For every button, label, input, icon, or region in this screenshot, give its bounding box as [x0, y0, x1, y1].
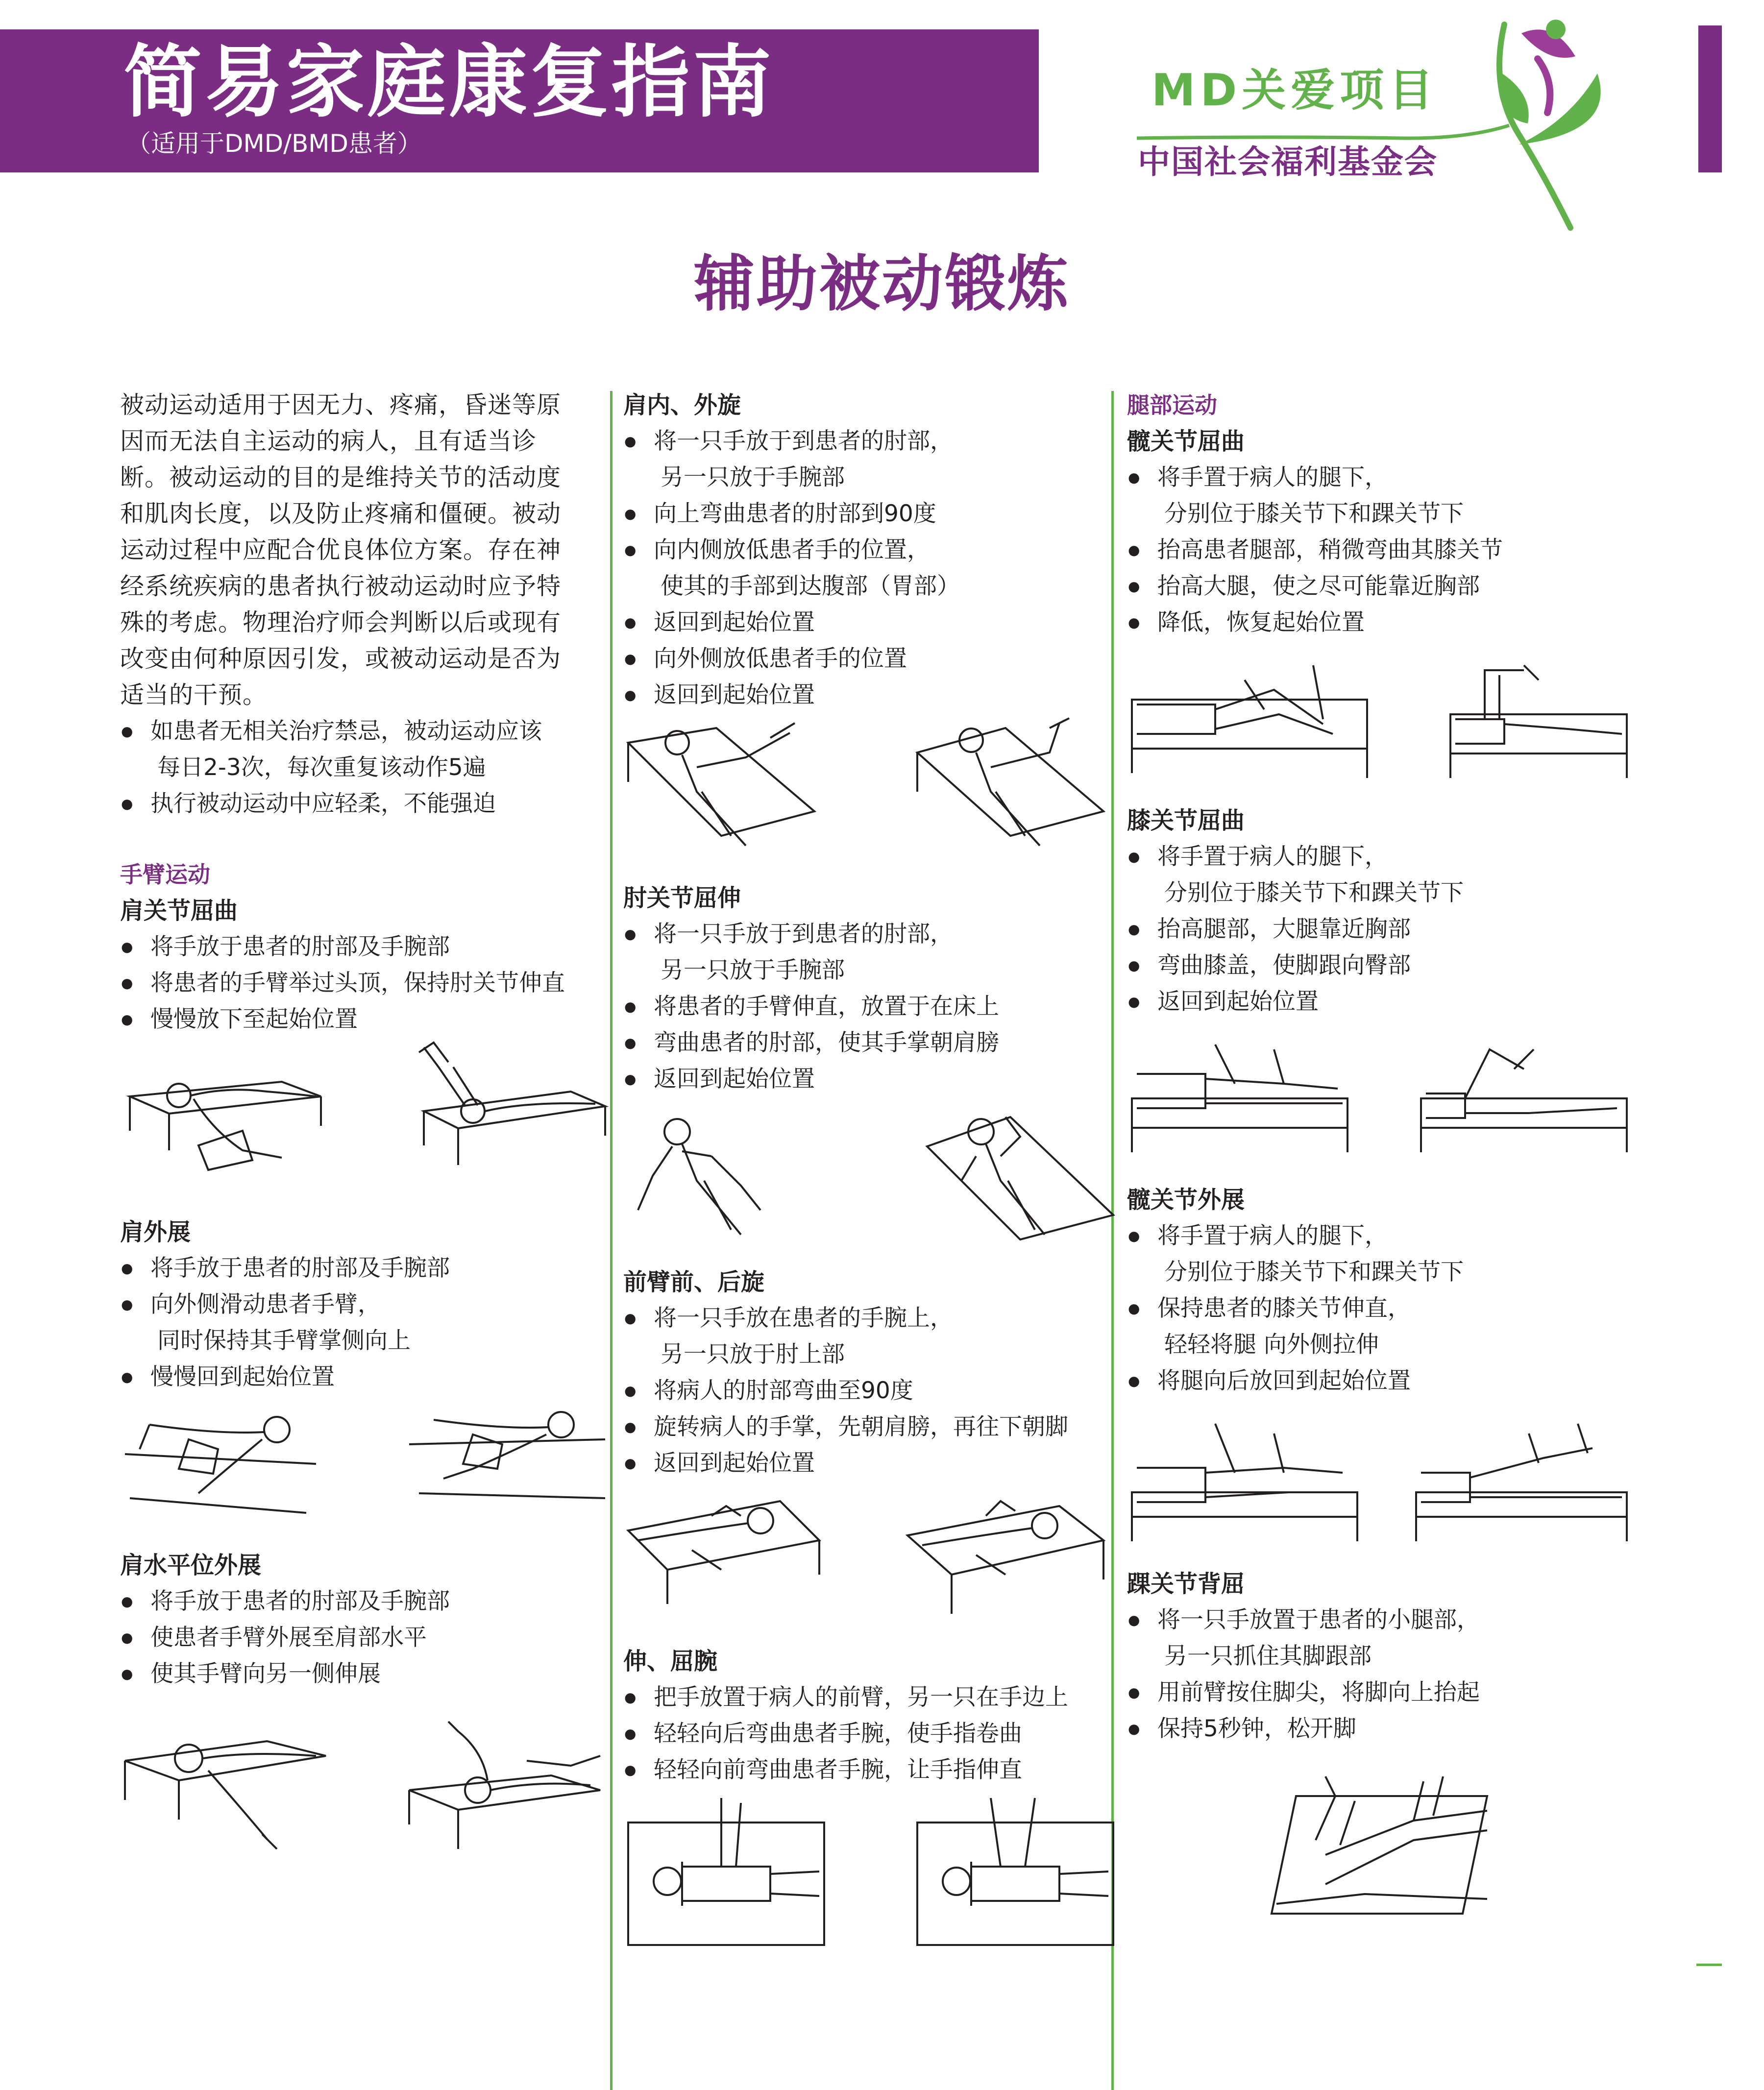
hip-flexion-illustration-2	[1446, 660, 1632, 783]
category-leg: 腿部运动	[1127, 392, 1217, 418]
exercise-steps	[120, 929, 610, 1038]
exercise-steps	[623, 1679, 1118, 1788]
elbow-illustration-2	[922, 1097, 1118, 1244]
column-arm-continued	[623, 387, 1118, 1955]
list-item: ● 返回到起始位置	[623, 677, 1118, 713]
column-intro-arm	[120, 387, 610, 1859]
shoulder-flexion-illustration-1	[120, 1038, 331, 1194]
intro-line: 殊的考虑。物理治疗师会判断以后或现有	[120, 608, 562, 636]
list-item: ● 向外侧滑动患者手臂， 同时保持其手臂掌侧向上	[120, 1287, 610, 1359]
section-title: 辅助被动锻炼	[693, 249, 1070, 319]
list-item: ● 向上弯曲患者的肘部到90度	[623, 496, 1118, 532]
list-item: ● 将手放于患者的肘部及手腕部	[120, 1250, 610, 1287]
intro-line: 改变由何种原因引发，或被动运动是否为	[120, 645, 562, 673]
column-leg	[1127, 387, 1632, 1933]
illustration-single	[1127, 1767, 1632, 1933]
list-item: ● 将手放于患者的肘部及手腕部	[120, 1583, 610, 1620]
exercise-title: 前臂前、后旋	[623, 1268, 765, 1296]
shoulder-rotation-illustration-1	[623, 713, 829, 860]
list-item: ● 抬高大腿，使之尽可能靠近胸部	[1127, 568, 1632, 605]
exercise-steps	[1127, 460, 1632, 641]
illustration-pair	[1127, 1419, 1632, 1546]
list-item: ● 降低，恢复起始位置	[1127, 605, 1632, 641]
corner-mark	[1696, 1964, 1722, 1966]
hip-abduction-illustration-1	[1127, 1419, 1362, 1546]
exercise-steps	[623, 1300, 1118, 1482]
knee-flexion-illustration-2	[1416, 1040, 1632, 1162]
intro-line: 运动过程中应配合优良体位方案。存在神	[120, 536, 562, 564]
illustration-pair	[623, 1097, 1118, 1244]
wrist-illustration-1	[623, 1788, 829, 1955]
exercise-title: 肩关节屈曲	[120, 897, 238, 924]
list-item: ● 将手置于病人的腿下， 分别位于膝关节下和踝关节下	[1127, 460, 1632, 532]
list-item: ● 将手置于病人的腿下， 分别位于膝关节下和踝关节下	[1127, 839, 1632, 911]
exercise-steps	[120, 1583, 610, 1692]
list-item: ● 将一只手放于到患者的肘部， 另一只放于手腕部	[623, 916, 1118, 989]
list-item: ● 将病人的肘部弯曲至90度	[623, 1373, 1118, 1409]
exercise-title: 肩水平位外展	[120, 1552, 262, 1579]
intro-line: 断。被动运动的目的是维持关节的活动度	[120, 463, 562, 491]
intro-paragraph	[120, 387, 610, 713]
illustration-pair	[623, 713, 1118, 860]
illustration-pair	[1127, 1040, 1632, 1162]
list-item: ● 将手放于患者的肘部及手腕部	[120, 929, 610, 965]
intro-line: 适当的干预。	[120, 681, 268, 709]
logo-organization: 中国社会福利基金会	[1138, 143, 1438, 181]
list-item: ● 用前臂按住脚尖，将脚向上抬起	[1127, 1675, 1632, 1711]
list-item: ● 执行被动运动中应轻柔，不能强迫	[120, 786, 610, 822]
list-item: ● 将一只手放置于患者的小腿部， 另一只抓住其脚跟部	[1127, 1602, 1632, 1675]
md-care-logo	[1127, 10, 1617, 235]
list-item: ● 旋转病人的手掌，先朝肩膀，再往下朝脚	[623, 1409, 1118, 1445]
illustration-pair	[120, 1395, 610, 1528]
intro-line: 因而无法自主运动的病人，且有适当诊	[120, 427, 537, 455]
exercise-title: 踝关节背屈	[1127, 1570, 1245, 1598]
list-item: ● 如患者无相关治疗禁忌，被动运动应该 每日2-3次，每次重复该动作5遍	[120, 713, 610, 786]
exercise-title: 伸、屈腕	[623, 1648, 718, 1675]
list-item: ● 弯曲膝盖，使脚跟向臀部	[1127, 948, 1632, 984]
page-title: 简易家庭康复指南	[123, 36, 775, 128]
illustration-pair	[120, 1712, 610, 1859]
ankle-dorsiflexion-illustration	[1267, 1767, 1492, 1933]
wrist-illustration-2	[912, 1788, 1118, 1955]
list-item: ● 把手放置于病人的前臂，另一只在手边上	[623, 1679, 1118, 1716]
list-item: ● 轻轻向前弯曲患者手腕，让手指伸直	[623, 1752, 1118, 1788]
list-item: ● 慢慢回到起始位置	[120, 1359, 610, 1395]
list-item: ● 将一只手放于到患者的肘部， 另一只放于手腕部	[623, 423, 1118, 496]
list-item: ● 使其手臂向另一侧伸展	[120, 1656, 610, 1692]
illustration-pair	[623, 1482, 1118, 1624]
exercise-title: 髋关节屈曲	[1127, 428, 1245, 455]
list-item: ● 保持5秒钟，松开脚	[1127, 1711, 1632, 1747]
list-item: ● 返回到起始位置	[623, 605, 1118, 641]
list-item: ● 将患者的手臂伸直，放置于在床上	[623, 989, 1118, 1025]
list-item: ● 将手置于病人的腿下， 分别位于膝关节下和踝关节下	[1127, 1218, 1632, 1290]
intro-line: 经系统疾病的患者执行被动运动时应予特	[120, 572, 562, 600]
list-item: ● 将腿向后放回到起始位置	[1127, 1363, 1632, 1399]
exercise-steps	[1127, 1218, 1632, 1399]
exercise-title: 肘关节屈伸	[623, 884, 741, 912]
exercise-title: 膝关节屈曲	[1127, 807, 1245, 834]
list-item: ● 使患者手臂外展至肩部水平	[120, 1620, 610, 1656]
category-arm: 手臂运动	[120, 861, 210, 888]
exercise-steps	[623, 916, 1118, 1097]
list-item: ● 慢慢放下至起始位置	[120, 1001, 610, 1038]
column-divider	[610, 391, 612, 2090]
exercise-title: 肩外展	[120, 1218, 191, 1246]
forearm-illustration-2	[903, 1482, 1118, 1624]
list-item: ● 返回到起始位置	[1127, 984, 1632, 1020]
horizontal-abduction-illustration-1	[120, 1712, 336, 1859]
exercise-steps	[1127, 839, 1632, 1020]
horizontal-abduction-illustration-2	[394, 1712, 610, 1859]
hip-abduction-illustration-2	[1411, 1419, 1632, 1546]
dancer-logo-icon	[1127, 10, 1617, 235]
list-item: ● 将患者的手臂举过头顶，保持肘关节伸直	[120, 965, 610, 1001]
intro-line: 被动运动适用于因无力、疼痛，昏迷等原	[120, 391, 562, 419]
shoulder-abduction-illustration-1	[120, 1395, 326, 1528]
list-item: ● 轻轻向后弯曲患者手腕，使手指卷曲	[623, 1716, 1118, 1752]
list-item: ● 将一只手放在患者的手腕上， 另一只放于肘上部	[623, 1300, 1118, 1373]
intro-line: 和肌肉长度，以及防止疼痛和僵硬。被动	[120, 500, 562, 528]
list-item: ● 抬高患者腿部，稍微弯曲其膝关节	[1127, 532, 1632, 568]
side-accent-bar	[1698, 25, 1722, 172]
shoulder-flexion-illustration-2	[404, 1038, 610, 1194]
exercise-steps	[623, 423, 1118, 713]
intro-bullets	[120, 713, 610, 822]
exercise-steps	[120, 1250, 610, 1395]
list-item: ● 返回到起始位置	[623, 1445, 1118, 1482]
illustration-pair	[120, 1038, 610, 1194]
exercise-steps	[1127, 1602, 1632, 1747]
list-item: ● 向外侧放低患者手的位置	[623, 641, 1118, 677]
illustration-pair	[1127, 660, 1632, 783]
list-item: ● 弯曲患者的肘部，使其手掌朝肩膀	[623, 1025, 1118, 1061]
list-item: ● 向内侧放低患者手的位置， 使其的手部到达腹部（胃部）	[623, 532, 1118, 605]
hip-flexion-illustration-1	[1127, 660, 1372, 783]
logo-title: MD关爱项目	[1152, 65, 1438, 116]
shoulder-rotation-illustration-2	[912, 713, 1118, 860]
list-item: ● 保持患者的膝关节伸直， 轻轻将腿 向外侧拉伸	[1127, 1290, 1632, 1363]
forearm-illustration-1	[623, 1482, 839, 1624]
page-subtitle: （适用于DMD/BMD患者）	[126, 129, 422, 158]
illustration-pair	[623, 1788, 1118, 1955]
exercise-title: 髋关节外展	[1127, 1186, 1245, 1214]
list-item: ● 抬高腿部，大腿靠近胸部	[1127, 911, 1632, 948]
elbow-illustration-1	[623, 1097, 819, 1244]
list-item: ● 返回到起始位置	[623, 1061, 1118, 1097]
exercise-title: 肩内、外旋	[623, 391, 741, 419]
knee-flexion-illustration-1	[1127, 1040, 1352, 1162]
shoulder-abduction-illustration-2	[404, 1395, 610, 1528]
